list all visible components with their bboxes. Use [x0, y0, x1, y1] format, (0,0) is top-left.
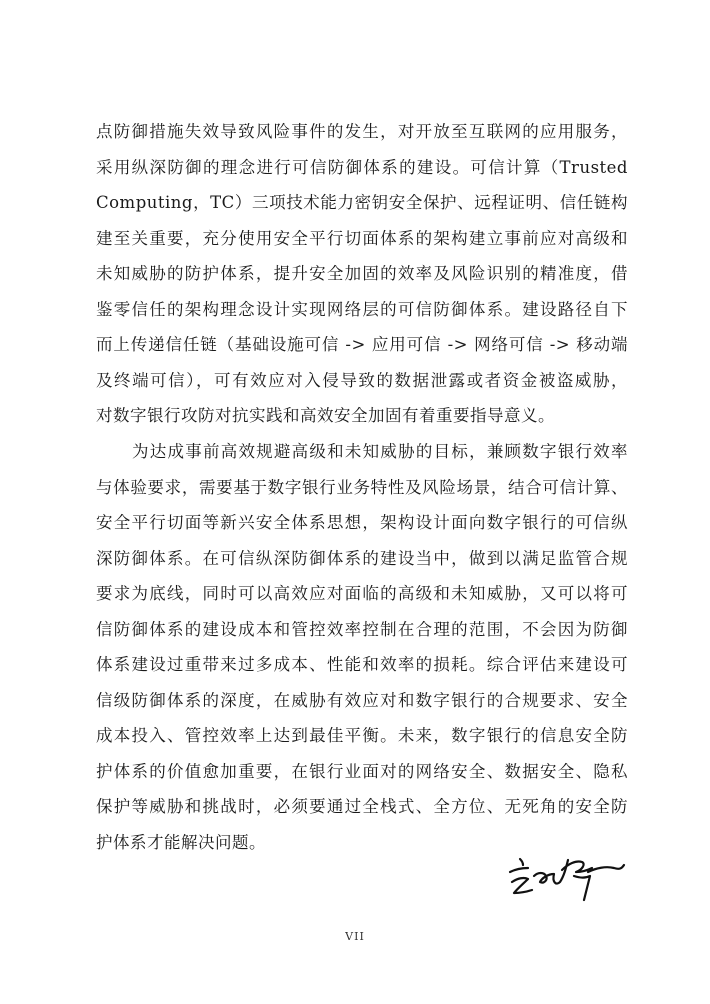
text-line: 采用纵深防御的理念进行可信防御体系的建设。可信计算（Trusted [96, 157, 628, 177]
text-line: 深防御体系。在可信纵深防御体系的建设当中，做到以满足监管合规 [96, 548, 628, 568]
text-line: 要求为底线，同时可以高效应对面临的高级和未知威胁，又可以将可 [96, 584, 628, 603]
text-line: 体系建设过重带来过多成本、性能和效率的损耗。综合评估来建设可 [96, 655, 628, 674]
text-line: 安全平行切面等新兴安全体系思想，架构设计面向数字银行的可信纵 [96, 513, 628, 532]
text-line: 护体系才能解决问题。 [96, 832, 266, 852]
text-line: 对数字银行攻防对抗实践和高效安全加固有着重要指导意义。 [96, 406, 555, 425]
text-line: 信防御体系的建设成本和管控效率控制在合理的范围，不会因为防御 [96, 619, 628, 639]
text-line: 护体系的价值愈加重要，在银行业面对的网络安全、数据安全、隐私 [96, 761, 628, 781]
text-line: 及终端可信），可有效应对入侵导致的数据泄露或者资金被盗威胁， [96, 370, 628, 390]
text-line: 为达成事前高效规避高级和未知威胁的目标，兼顾数字银行效率 [132, 442, 628, 461]
text-line: 鉴零信任的架构理念设计实现网络层的可信防御体系。建设路径自下 [96, 299, 628, 319]
text-line: 与体验要求，需要基于数字银行业务特性及风险场景，结合可信计算、 [96, 477, 628, 497]
text-line: 未知威胁的防护体系，提升安全加固的效率及风险识别的精准度，借 [96, 264, 628, 283]
text-line: 而上传递信任链（基础设施可信 -> 应用可信 -> 网络可信 -> 移动端 [96, 335, 628, 354]
text-line: 成本投入、管控效率上达到最佳平衡。未来，数字银行的信息安全防 [96, 726, 628, 745]
text-line: 点防御措施失效导致风险事件的发生，对开放至互联网的应用服务， [96, 122, 628, 141]
text-line: Computing，TC）三项技术能力密钥安全保护、远程证明、信任链构 [96, 193, 628, 212]
text-line: 保护等威胁和挑战时，必须要通过全栈式、全方位、无死角的安全防 [96, 797, 628, 816]
text-line: 建至关重要，充分使用安全平行切面体系的架构建立事前应对高级和 [96, 228, 628, 248]
page-number: VII [345, 930, 365, 943]
text-line: 信级防御体系的深度，在威胁有效应对和数字银行的合规要求、安全 [96, 690, 628, 710]
handwritten-signature [504, 838, 628, 904]
